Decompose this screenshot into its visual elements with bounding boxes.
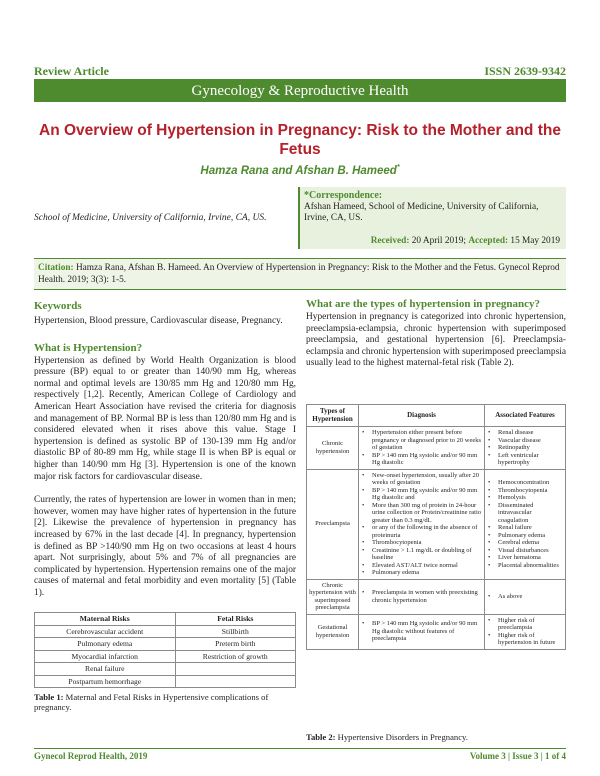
table-1-header-row — [35, 613, 296, 626]
table-2-header-features: Associated Features — [485, 405, 566, 427]
article-dates — [371, 236, 560, 247]
table-cell — [175, 663, 295, 676]
what-is-hypertension-heading: What is Hypertension? — [34, 341, 143, 354]
list-item: • More than 300 mg of protein in 24-hour urine collection or Protein/creatinine ratio greater than 0.3 mg/dL — [361, 502, 482, 525]
left-column — [34, 298, 296, 599]
accepted-label: Accepted: — [468, 236, 509, 246]
features-cell — [485, 469, 566, 579]
footer-divider — [34, 748, 566, 749]
list-item: • Placental abnormalities — [487, 562, 563, 570]
list-item: • Thrombocytopenia — [487, 487, 563, 495]
list-item: • Vascular disease — [487, 437, 563, 445]
list-item: • BP > 140 mm Hg systolic and/or 90 mm Hg diastolic — [361, 452, 482, 467]
table-row — [35, 675, 296, 688]
article-type-label: Review Article — [34, 64, 109, 78]
list-item: • Pulmonary edema — [487, 532, 563, 540]
type-cell: Chronic hypertension with superimposed preeclampsia — [307, 579, 359, 614]
list-item: • Hemolysis — [487, 494, 563, 502]
list-item: • or any of the following in the absence of proteinuria — [361, 524, 482, 539]
author-mark: * — [396, 164, 400, 171]
correspondence-body: Afshan Hameed, School of Medicine, University of California, Irvine, CA, US. — [304, 202, 539, 223]
table-row — [307, 427, 566, 470]
what-is-hypertension-paragraph: Hypertension as defined by World Health Organization is blood pressure (BP) equal to or greater than 140/90 mm Hg, whereas normal and optimal levels are 130/85 mm Hg and 120/80 mm Hg, respectively [1,2]. Recently, American College of Cardiology and American Heart Association have revised the criteria for diagnosis and management of BP. Normal BP is less than 120/80 mm Hg and is considered elevated when it rises above this value. Stage I hypertension is defined as systolic BP of 130-139 mm Hg and/or diastolic BP of 80-89 mm Hg, while stage II is when BP is equal or higher than 140/90 mm Hg [3]. Hypertension is one of the known major risk factors for cardiovascular disease. — [34, 355, 296, 482]
article-title: An Overview of Hypertension in Pregnancy: Risk to the Mother and the Fetus — [39, 122, 561, 158]
table-row — [307, 614, 566, 649]
list-item: • Pulmonary edema — [361, 569, 482, 577]
list-item: • Preeclampsia in women with preexisting chronic hypertension — [361, 589, 482, 604]
features-cell — [485, 579, 566, 614]
right-column — [306, 298, 566, 370]
types-paragraph: Hypertension in pregnancy is categorized into chronic hypertension, preeclampsia-eclampsia, chronic hypertension with superimposed preeclampsia, and gestational hypertension [6]. Preeclampsia-eclampsia and chronic hypertension with superimposed preeclampsia usually lead to the highest maternal-fetal risk (Table 2). — [306, 312, 566, 369]
table-1 — [34, 612, 296, 688]
table-cell: Restriction of growth — [175, 650, 295, 663]
affiliation: School of Medicine, University of California, Irvine, CA, US. — [34, 213, 267, 223]
list-item: • Elevated AST/ALT twice normal — [361, 562, 482, 570]
list-item: • Renal failure — [487, 524, 563, 532]
table-cell: Pulmonary edema — [35, 638, 176, 651]
features-cell — [485, 614, 566, 649]
type-cell: Chronic hypertension — [307, 427, 359, 470]
footer-journal: Gynecol Reprod Health, 2019 — [34, 751, 148, 761]
accepted-date: 15 May 2019 — [508, 236, 560, 246]
table-cell: Renal failure — [35, 663, 176, 676]
citation-text: Hamza Rana, Afshan B. Hameed. An Overview of Hypertension in Pregnancy: Risk to the Mother and the Fetus. Gynecol Reprod Health. 2019; 3(3): 1-5. — [38, 263, 560, 285]
authors — [34, 164, 566, 177]
list-item: • Hemoconcentration — [487, 479, 563, 487]
table-cell: Cerebrovascular accident — [35, 625, 176, 638]
table-2-header-row — [307, 405, 566, 427]
footer-page-info: Volume 3 | Issue 3 | 1 of 4 — [469, 751, 566, 761]
table-1-header-fetal: Fetal Risks — [175, 613, 295, 626]
list-item: • Liver hematoma — [487, 554, 563, 562]
table-1-caption-text: Maternal and Fetal Risks in Hypertensive complications of pregnancy. — [34, 692, 269, 712]
list-item: • BP > 140 mm Hg systolic and/or 90 mm Hg diastolic without features of preeclampsia — [361, 620, 482, 643]
table-1-header-maternal: Maternal Risks — [35, 613, 176, 626]
table-2-body — [307, 427, 566, 650]
table-2-caption-label: Table 2: — [306, 732, 336, 742]
list-item: • BP > 140 mm Hg systolic and/or 90 mm Hg diastolic and — [361, 487, 482, 502]
table-cell — [175, 675, 295, 688]
correspondence-box — [298, 187, 566, 249]
list-item: • Higher risk of preeclampsia — [487, 617, 563, 632]
type-cell: Gestational hypertension — [307, 614, 359, 649]
keywords-heading: Keywords — [34, 300, 82, 312]
keywords-text: Hypertension, Blood pressure, Cardiovascular disease, Pregnancy. — [34, 316, 283, 326]
list-item: • New-onset hypertension, usually after 20 weeks of gestation — [361, 472, 482, 487]
table-row — [35, 625, 296, 638]
table-row — [307, 579, 566, 614]
list-item: • Creatinine > 1.1 mg/dL or doubling of baseline — [361, 547, 482, 562]
table-row — [307, 469, 566, 579]
list-item: • Higher risk of hypertension in future — [487, 632, 563, 647]
diagnosis-cell — [359, 469, 485, 579]
citation-label: Citation: — [38, 263, 74, 273]
table-2-caption-text: Hypertensive Disorders in Pregnancy. — [335, 732, 468, 742]
list-item: • Left ventricular hypertrophy — [487, 452, 563, 467]
table-cell: Postpartum hemorrhage — [35, 675, 176, 688]
diagnosis-cell — [359, 614, 485, 649]
table-2-header-diagnosis: Diagnosis — [359, 405, 485, 427]
diagnosis-cell — [359, 579, 485, 614]
types-heading: What are the types of hypertension in pregnancy? — [306, 298, 540, 310]
author-names: Hamza Rana and Afshan B. Hameed — [200, 164, 397, 177]
citation-box — [34, 258, 566, 290]
issn-label: ISSN 2639-9342 — [484, 64, 566, 78]
table-1-caption — [34, 692, 296, 712]
table-row — [35, 663, 296, 676]
received-date: 20 April 2019; — [409, 236, 469, 246]
table-2-caption — [306, 732, 468, 742]
list-item: • Hypertension either present before pregnancy or diagnosed prior to 20 weeks of gestation — [361, 429, 482, 452]
table-2 — [306, 404, 566, 650]
table-row — [35, 638, 296, 651]
type-cell: Preeclampsia — [307, 469, 359, 579]
list-item: • Visual disturbances — [487, 547, 563, 555]
list-item: • Renal disease — [487, 429, 563, 437]
table-cell: Preterm birth — [175, 638, 295, 651]
journal-banner: Gynecology & Reproductive Health — [34, 80, 566, 102]
table-1-caption-label: Table 1: — [34, 692, 64, 702]
list-item: • Thrombocytopenia — [361, 539, 482, 547]
diagnosis-cell — [359, 427, 485, 470]
list-item: • Disseminated intravascular coagulation — [487, 502, 563, 525]
list-item: • Cerebral edema — [487, 539, 563, 547]
table-cell: Stillbirth — [175, 625, 295, 638]
list-item: • Retinopathy — [487, 444, 563, 452]
list-item: • As above — [487, 593, 563, 601]
table-row — [35, 650, 296, 663]
features-cell — [485, 427, 566, 470]
prevalence-paragraph: Currently, the rates of hypertension are lower in women than in men; however, women may have higher rates of hypertension in the future [2]. Likewise the prevalence of hypertension in pregnancy has increased by 67% in the last decade [4]. In pregnancy, hypertension is defined as BP >140/90 mm Hg on two occasions at least 4 hours apart. Not surprisingly, about 5% and 7% of all pregnancies are complicated by hypertension. Hypertension remains one of the major causes of maternal and fetal morbidity and even mortality [5] (Table 1). — [34, 495, 296, 598]
received-label: Received: — [370, 236, 410, 246]
table-2-header-type: Types of Hypertension — [307, 405, 359, 427]
correspondence-title: *Correspondence: — [304, 190, 383, 201]
table-cell: Myocardial infarction — [35, 650, 176, 663]
